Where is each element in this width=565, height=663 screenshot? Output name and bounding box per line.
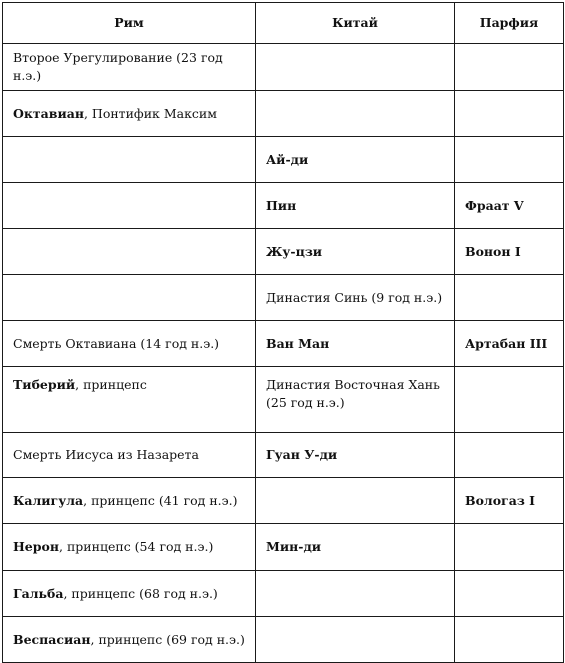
cell-bold: Жу-цзи	[266, 243, 323, 259]
cell-text: Второе Урегулирование (23 год н.э.)	[13, 50, 223, 83]
cell-china	[256, 524, 455, 571]
timeline-table	[2, 2, 564, 663]
table-row	[3, 367, 564, 433]
cell-rome	[3, 137, 256, 183]
cell-bold: Ван Ман	[266, 335, 330, 351]
cell-text: , принцепс	[75, 377, 147, 392]
cell-china	[256, 321, 455, 367]
cell-rome	[3, 44, 256, 91]
cell-bold: Веспасиан	[13, 631, 91, 647]
cell-bold: Гуан У-ди	[266, 447, 338, 462]
table-row	[3, 617, 564, 663]
cell-rome	[3, 571, 256, 617]
table-row	[3, 321, 564, 367]
cell-text: , Понтифик Максим	[83, 105, 217, 121]
cell-parthia	[455, 275, 564, 321]
cell-parthia	[455, 478, 564, 524]
cell-rome	[3, 321, 256, 367]
table-row	[3, 229, 564, 275]
cell-rome	[3, 367, 256, 433]
cell-text: Династия Восточная Хань (25 год н.э.)	[266, 377, 440, 410]
cell-text: Смерть Иисуса из Назарета	[13, 447, 199, 462]
cell-china	[256, 433, 455, 478]
cell-text: Династия Синь (9 год н.э.)	[266, 289, 443, 305]
cell-rome	[3, 229, 256, 275]
cell-bold: Октавиан	[13, 105, 84, 121]
cell-bold: Гальба	[13, 585, 64, 601]
cell-china	[256, 137, 455, 183]
cell-parthia	[455, 367, 564, 433]
cell-bold: Артабан III	[465, 335, 548, 351]
table-row	[3, 478, 564, 524]
header-china: Китай	[256, 3, 455, 44]
cell-parthia	[455, 571, 564, 617]
cell-parthia	[455, 137, 564, 183]
cell-bold: Мин-ди	[266, 539, 322, 554]
cell-bold: Вологаз I	[465, 492, 535, 508]
table-row	[3, 44, 564, 91]
cell-china	[256, 275, 455, 321]
cell-rome	[3, 91, 256, 137]
cell-china	[256, 478, 455, 524]
cell-parthia	[455, 321, 564, 367]
cell-parthia	[455, 524, 564, 571]
cell-parthia	[455, 229, 564, 275]
cell-rome	[3, 524, 256, 571]
cell-parthia	[455, 433, 564, 478]
cell-rome	[3, 275, 256, 321]
table-row	[3, 275, 564, 321]
cell-bold: Тиберий	[13, 377, 76, 392]
cell-text: , принцепс (54 год н.э.)	[59, 539, 214, 554]
cell-parthia	[455, 44, 564, 91]
table-row	[3, 433, 564, 478]
cell-china	[256, 44, 455, 91]
cell-rome	[3, 478, 256, 524]
cell-rome	[3, 617, 256, 663]
table-row	[3, 524, 564, 571]
cell-bold: Ай-ди	[266, 151, 309, 167]
header-parthia: Парфия	[455, 3, 564, 44]
cell-bold: Фраат V	[465, 197, 524, 213]
cell-bold: Пин	[266, 197, 297, 213]
cell-bold: Калигула	[13, 492, 84, 508]
cell-text: Смерть Октавиана (14 год н.э.)	[13, 335, 220, 351]
cell-china	[256, 183, 455, 229]
cell-china	[256, 367, 455, 433]
table-row	[3, 571, 564, 617]
cell-china	[256, 229, 455, 275]
cell-bold: Вонон I	[465, 243, 521, 259]
table-row	[3, 183, 564, 229]
cell-bold: Нерон	[13, 539, 59, 554]
cell-rome	[3, 433, 256, 478]
cell-china	[256, 91, 455, 137]
header-row	[3, 3, 564, 44]
cell-china	[256, 571, 455, 617]
cell-text: , принцепс (41 год н.э.)	[83, 492, 238, 508]
cell-text: , принцепс (68 год н.э.)	[63, 585, 218, 601]
cell-parthia	[455, 617, 564, 663]
cell-rome	[3, 183, 256, 229]
header-rome: Рим	[3, 3, 256, 44]
cell-china	[256, 617, 455, 663]
cell-parthia	[455, 91, 564, 137]
cell-text: , принцепс (69 год н.э.)	[90, 631, 245, 647]
table-row	[3, 91, 564, 137]
cell-parthia	[455, 183, 564, 229]
table-row	[3, 137, 564, 183]
